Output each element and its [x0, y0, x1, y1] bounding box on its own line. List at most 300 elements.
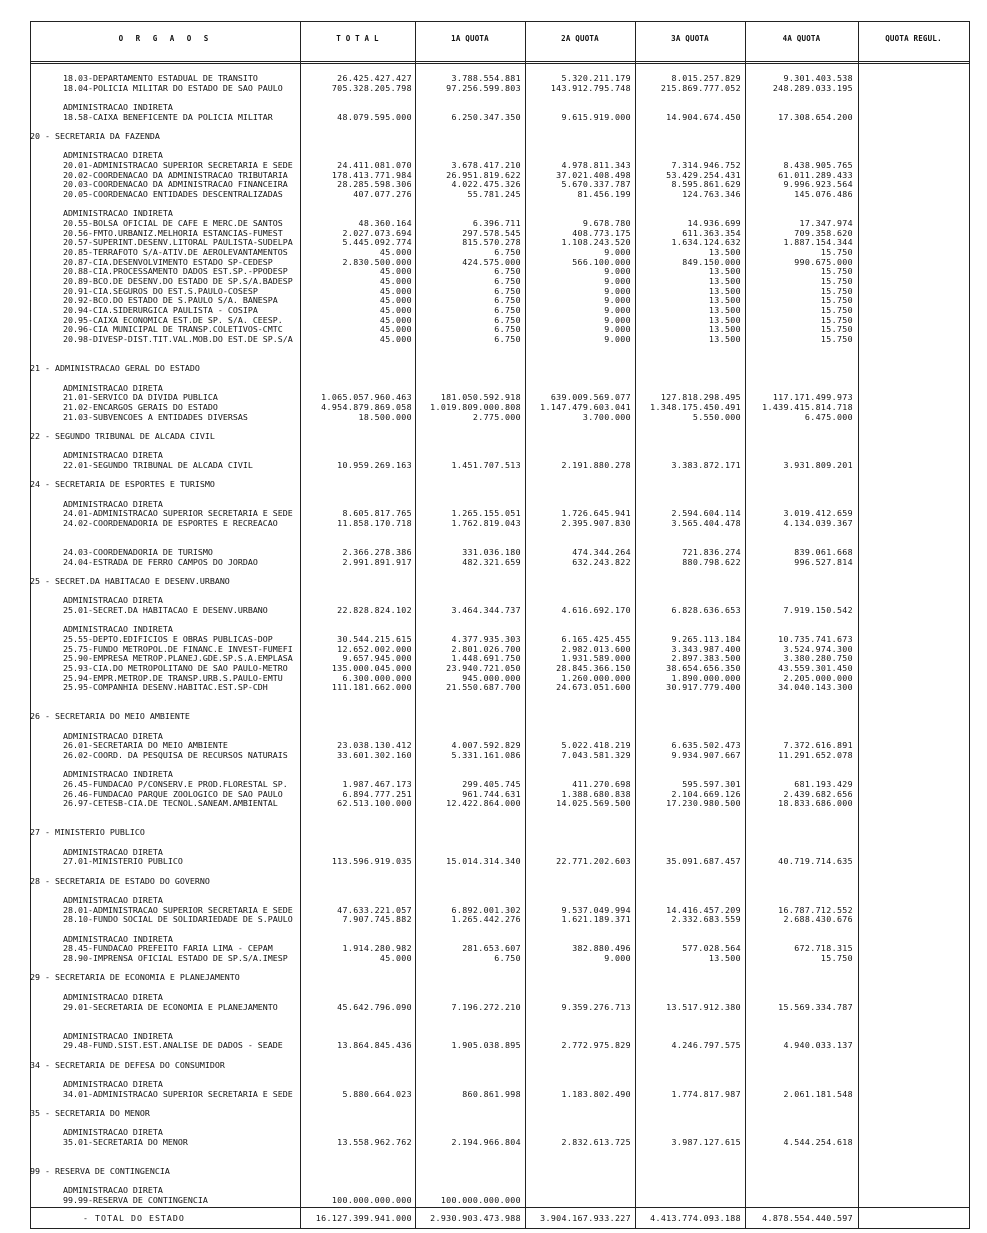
quota-4-value: 7.919.150.542 [783, 604, 853, 615]
quota-3-value: 4.246.797.575 [671, 1040, 741, 1051]
total-value: 113.596.919.035 [331, 856, 412, 867]
quota-4-value: 4.134.039.367 [783, 517, 853, 528]
quota-2-value: 1.621.189.371 [561, 914, 631, 925]
table-row [31, 558, 969, 568]
total-value: 2.991.891.917 [342, 556, 412, 567]
quota-1-value: 21.550.687.700 [446, 682, 521, 693]
blank-row [31, 345, 969, 355]
row-label: 25.75-FUNDO METROPOL.DE FINANC.E INVEST-FUMEFI [63, 643, 293, 654]
table-row [31, 1196, 969, 1206]
total-value: 4.954.879.869.058 [321, 401, 412, 412]
quota-2-value: 9.537.049.994 [561, 904, 631, 915]
quota-4-value: 145.076.486 [794, 189, 853, 200]
quota-2-value: 3.700.000 [582, 411, 631, 422]
quota-3-value: 880.798.622 [682, 556, 741, 567]
quota-1-value: 6.750 [494, 314, 521, 325]
quota-3-value: 1.348.175.450.491 [650, 401, 741, 412]
row-label: ADMINISTRACAO DIRETA [63, 150, 163, 161]
quota-1-value: 97.256.599.803 [446, 82, 521, 93]
section-heading [31, 364, 969, 374]
table-row [31, 1003, 969, 1013]
quota-1-value: 6.750 [494, 285, 521, 296]
row-label: 20.55-BOLSA OFICIAL DE CAFE E MERC.DE SANTOS [63, 218, 283, 229]
row-label: 27.01-MINISTERIO PUBLICO [63, 856, 183, 867]
row-label: ADMINISTRACAO INDIRETA [63, 624, 173, 635]
header-orgaos: O R G A O S [118, 34, 213, 43]
row-label: ADMINISTRACAO INDIRETA [63, 1030, 173, 1041]
section-heading [31, 877, 969, 887]
quota-3-value: 8.595.861.629 [671, 179, 741, 190]
quota-2-value: 2.191.880.278 [561, 459, 631, 470]
row-label: 20.96-CIA MUNICIPAL DE TRANSP.COLETIVOS-CMTC [63, 324, 283, 335]
quota-3-value: 38.654.656.350 [666, 662, 741, 673]
blank-row [31, 1012, 969, 1022]
blank-row [31, 442, 969, 452]
table-row [31, 857, 969, 867]
quota-2-value: 9.000 [604, 247, 631, 258]
row-label: 20.87-CIA.DESENVOLVIMENTO ESTADO SP-CEDESP [63, 256, 273, 267]
row-label: 28.10-FUNDO SOCIAL DE SOLIDARIEDADE DE S.PAULO [63, 914, 293, 925]
row-label: ADMINISTRACAO DIRETA [63, 450, 163, 461]
quota-1-value: 2.801.026.700 [451, 643, 521, 654]
row-label: 20.01-ADMINISTRACAO SUPERIOR SECRETARIA E SEDE [63, 160, 293, 171]
total-value: 12.652.002.000 [337, 643, 412, 654]
blank-row [31, 1157, 969, 1167]
row-label: ADMINISTRACAO DIRETA [63, 382, 163, 393]
row-label: ADMINISTRACAO INDIRETA [63, 208, 173, 219]
row-label: 29 - SECRETARIA DE ECONOMIA E PLANEJAMENTO [30, 972, 240, 983]
row-label: 20.91-CIA.SEGUROS DO EST.S.PAULO-COSESP [63, 285, 258, 296]
grand-total-quota-1: 2.930.903.473.988 [430, 1213, 521, 1223]
row-label: 25.93-CIA.DO METROPOLITANO DE SAO PAULO-METRO [63, 662, 288, 673]
row-label: 28.45-FUNDACAO PREFEITO FARIA LIMA - CEPAM [63, 943, 273, 954]
quota-4-value: 16.787.712.552 [778, 904, 853, 915]
row-label: 24.01-ADMINISTRACAO SUPERIOR SECRETARIA E SEDE [63, 508, 293, 519]
quota-1-value: 7.196.272.210 [451, 1001, 521, 1012]
quota-2-value: 9.000 [604, 305, 631, 316]
quota-2-value: 639.009.569.077 [550, 392, 631, 403]
quota-1-value: 1.762.819.043 [451, 517, 521, 528]
row-label: 18.04-POLICIA MILITAR DO ESTADO DE SAO PAULO [63, 82, 283, 93]
total-value: 30.544.215.615 [337, 633, 412, 644]
row-label: ADMINISTRACAO DIRETA [63, 498, 163, 509]
row-label: 20.05-COORDENACAO ENTIDADES DESCENTRALIZADAS [63, 189, 283, 200]
quota-1-value: 331.036.180 [462, 546, 521, 557]
row-label: 21.02-ENCARGOS GERAIS DO ESTADO [63, 401, 218, 412]
quota-2-value: 9.000 [604, 334, 631, 345]
quota-1-value: 23.940.721.050 [446, 662, 521, 673]
quota-3-value: 13.500 [708, 324, 741, 335]
quota-2-value: 5.022.418.219 [561, 740, 631, 751]
quota-2-value: 37.021.408.498 [556, 169, 631, 180]
grand-total-quota-2: 3.904.167.933.227 [540, 1213, 631, 1223]
total-value: 6.300.000.000 [342, 672, 412, 683]
quota-4-value: 15.750 [820, 305, 853, 316]
quota-2-value: 1.147.479.603.041 [540, 401, 631, 412]
row-label: 20.89-BCO.DE DESENV.DO ESTADO DE SP.S/A.BADESP [63, 276, 293, 287]
quota-1-value: 3.788.554.881 [451, 73, 521, 83]
quota-3-value: 13.500 [708, 314, 741, 325]
quota-1-value: 15.014.314.340 [446, 856, 521, 867]
header-total: T O T A L [336, 34, 379, 43]
quota-3-value: 30.917.779.400 [666, 682, 741, 693]
quota-1-value: 6.250.347.350 [451, 111, 521, 122]
quota-4-value: 15.750 [820, 953, 853, 964]
total-value: 111.181.662.000 [331, 682, 412, 693]
blank-row [31, 983, 969, 993]
quota-4-value: 15.569.334.787 [778, 1001, 853, 1012]
total-value: 45.000 [379, 285, 412, 296]
row-label: ADMINISTRACAO DIRETA [63, 1127, 163, 1138]
quota-4-value: 681.193.429 [794, 779, 853, 790]
row-label: 21.01-SERVICO DA DIVIDA PUBLICA [63, 392, 218, 403]
total-value: 13.558.962.762 [337, 1136, 412, 1147]
total-row [31, 1207, 969, 1228]
quota-2-value: 2.832.613.725 [561, 1136, 631, 1147]
quota-1-value: 6.750 [494, 305, 521, 316]
quota-4-value: 3.019.412.659 [783, 508, 853, 519]
total-value: 45.000 [379, 276, 412, 287]
quota-4-value: 9.301.403.538 [783, 73, 853, 83]
row-label: 29.01-SECRETARIA DE ECONOMIA E PLANEJAMENTO [63, 1001, 278, 1012]
quota-3-value: 13.517.912.380 [666, 1001, 741, 1012]
quota-1-value: 945.000.000 [462, 672, 521, 683]
quota-2-value: 9.000 [604, 953, 631, 964]
quota-1-value: 3.464.344.737 [451, 604, 521, 615]
quota-3-value: 849.150.000 [682, 256, 741, 267]
total-value: 45.000 [379, 324, 412, 335]
table-row [31, 84, 969, 94]
quota-3-value: 13.500 [708, 305, 741, 316]
table-row [31, 751, 969, 761]
total-value: 2.027.073.694 [342, 227, 412, 238]
quota-3-value: 13.500 [708, 276, 741, 287]
total-value: 1.065.057.960.463 [321, 392, 412, 403]
total-value: 23.038.130.412 [337, 740, 412, 751]
budget-table [30, 21, 970, 1229]
quota-4-value: 2.688.430.676 [783, 914, 853, 925]
row-label: 26.45-FUNDACAO P/CONSERV.E PROD.FLORESTAL SP. [63, 779, 288, 790]
quota-3-value: 2.104.669.126 [671, 788, 741, 799]
blank-row [31, 1148, 969, 1158]
quota-2-value: 5.670.337.787 [561, 179, 631, 190]
table-row [31, 683, 969, 693]
quota-2-value: 24.673.051.600 [556, 682, 631, 693]
quota-3-value: 9.265.113.184 [671, 633, 741, 644]
section-heading [31, 132, 969, 142]
total-value: 45.000 [379, 334, 412, 345]
quota-1-value: 1.019.809.000.808 [430, 401, 521, 412]
blank-row [31, 838, 969, 848]
quota-4-value: 248.289.033.195 [772, 82, 853, 93]
row-label: 29.48-FUND.SIST.EST.ANALISE DE DADOS - SEADE [63, 1040, 283, 1051]
section-heading [31, 432, 969, 442]
quota-4-value: 10.735.741.673 [778, 633, 853, 644]
quota-2-value: 632.243.822 [572, 556, 631, 567]
quota-3-value: 13.500 [708, 285, 741, 296]
blank-row [31, 1119, 969, 1129]
row-label: 21.03-SUBVENCOES A ENTIDADES DIVERSAS [63, 411, 248, 422]
blank-row [31, 1177, 969, 1187]
total-value: 13.864.845.436 [337, 1040, 412, 1051]
quota-3-value: 2.897.383.500 [671, 653, 741, 664]
quota-3-value: 14.904.674.450 [666, 111, 741, 122]
quota-2-value: 2.772.975.829 [561, 1040, 631, 1051]
quota-4-value: 11.291.652.078 [778, 750, 853, 761]
row-label: ADMINISTRACAO DIRETA [63, 895, 163, 906]
quota-3-value: 9.934.907.667 [671, 750, 741, 761]
quota-4-value: 4.940.033.137 [783, 1040, 853, 1051]
row-label: ADMINISTRACAO DIRETA [63, 595, 163, 606]
quota-3-value: 2.332.683.559 [671, 914, 741, 925]
total-value: 45.000 [379, 953, 412, 964]
row-label: 20.94-CIA.SIDERURGICA PAULISTA - COSIPA [63, 305, 258, 316]
row-label: 27 - MINISTERIO PUBLICO [30, 827, 145, 838]
quota-3-value: 3.343.987.400 [671, 643, 741, 654]
row-label: ADMINISTRACAO DIRETA [63, 730, 163, 741]
total-value: 24.411.081.070 [337, 160, 412, 171]
row-label: 18.03-DEPARTAMENTO ESTADUAL DE TRANSITO [63, 73, 258, 83]
quota-4-value: 17.347.974 [799, 218, 853, 229]
blank-row [31, 809, 969, 819]
quota-1-value: 482.321.659 [462, 556, 521, 567]
row-label: 21 - ADMINISTRACAO GERAL DO ESTADO [30, 363, 200, 374]
quota-3-value: 35.091.687.457 [666, 856, 741, 867]
quota-2-value: 14.025.569.500 [556, 798, 631, 809]
quota-4-value: 4.544.254.618 [783, 1136, 853, 1147]
row-label: 20.98-DIVESP-DIST.TIT.VAL.MOB.DO EST.DE SP.S/A [63, 334, 293, 345]
quota-1-value: 4.007.592.829 [451, 740, 521, 751]
quota-3-value: 17.230.980.500 [666, 798, 741, 809]
header-quota-3: 3A QUOTA [671, 34, 709, 43]
quota-1-value: 6.750 [494, 334, 521, 345]
total-value: 5.445.092.774 [342, 237, 412, 248]
quota-2-value: 6.165.425.455 [561, 633, 631, 644]
total-value: 705.328.205.798 [331, 82, 412, 93]
quota-2-value: 81.456.199 [577, 189, 631, 200]
row-label: 20.92-BCO.DO ESTADO DE S.PAULO S/A. BANESPA [63, 295, 278, 306]
total-value: 1.914.280.982 [342, 943, 412, 954]
quota-1-value: 2.194.966.804 [451, 1136, 521, 1147]
row-label: 22 - SEGUNDO TRIBUNAL DE ALCADA CIVIL [30, 430, 215, 441]
row-label: ADMINISTRACAO DIRETA [63, 1078, 163, 1089]
blank-row [31, 374, 969, 384]
blank-row [31, 693, 969, 703]
quota-1-value: 1.448.691.750 [451, 653, 521, 664]
total-value: 9.657.945.000 [342, 653, 412, 664]
row-label: 28.01-ADMINISTRACAO SUPERIOR SECRETARIA E SEDE [63, 904, 293, 915]
blank-row [31, 529, 969, 539]
quota-4-value: 8.438.905.765 [783, 160, 853, 171]
quota-2-value: 408.773.175 [572, 227, 631, 238]
quota-1-value: 100.000.000.000 [440, 1194, 521, 1205]
section-heading [31, 1167, 969, 1177]
quota-2-value: 566.100.000 [572, 256, 631, 267]
row-label: 24.02-COORDENADORIA DE ESPORTES E RECREACAO [63, 517, 278, 528]
table-row [31, 1138, 969, 1148]
quota-2-value: 9.000 [604, 324, 631, 335]
quota-1-value: 2.775.000 [472, 411, 521, 422]
row-label: 25.90-EMPRESA METROP.PLANEJ.GDE.SP.S.A.EMPLASA [63, 653, 293, 664]
row-label: 20.03-COORDENACAO DA ADMINISTRACAO FINANCEIRA [63, 179, 288, 190]
row-label: 25.94-EMPR.METROP.DE TRANSP.URB.S.PAULO-EMTU [63, 672, 283, 683]
blank-row [31, 819, 969, 829]
quota-3-value: 721.836.274 [682, 546, 741, 557]
quota-2-value: 22.771.202.603 [556, 856, 631, 867]
quota-3-value: 7.314.946.752 [671, 160, 741, 171]
header-quota-2: 2A QUOTA [561, 34, 599, 43]
quota-2-value: 382.880.496 [572, 943, 631, 954]
quota-1-value: 1.265.155.051 [451, 508, 521, 519]
total-value: 1.987.467.173 [342, 779, 412, 790]
quota-2-value: 5.320.211.179 [561, 73, 631, 83]
total-value: 48.079.595.000 [337, 111, 412, 122]
row-label: 25 - SECRET.DA HABITACAO E DESENV.URBANO [30, 575, 230, 586]
row-label: 26.46-FUNDACAO PARQUE ZOOLOGICO DE SAO PAULO [63, 788, 283, 799]
quota-1-value: 1.451.707.513 [451, 459, 521, 470]
quota-4-value: 839.061.668 [794, 546, 853, 557]
quota-2-value: 143.912.795.748 [550, 82, 631, 93]
total-value: 47.633.221.057 [337, 904, 412, 915]
total-value: 2.366.278.386 [342, 546, 412, 557]
total-value: 11.858.170.718 [337, 517, 412, 528]
header-quota-4: 4A QUOTA [782, 34, 821, 43]
quota-4-value: 15.750 [820, 285, 853, 296]
quota-3-value: 3.987.127.615 [671, 1136, 741, 1147]
total-value: 8.605.817.765 [342, 508, 412, 519]
quota-4-value: 7.372.616.891 [783, 740, 853, 751]
table-row [31, 1090, 969, 1100]
table-row [31, 461, 969, 471]
quota-4-value: 15.750 [820, 247, 853, 258]
total-value: 135.000.045.000 [331, 662, 412, 673]
quota-3-value: 215.869.777.052 [660, 82, 741, 93]
quota-4-value: 9.996.923.564 [783, 179, 853, 190]
total-value: 6.894.777.251 [342, 788, 412, 799]
quota-4-value: 117.171.499.973 [772, 392, 853, 403]
row-label: 26.97-CETESB-CIA.DE TECNOL.SANEAM.AMBIENTAL [63, 798, 278, 809]
quota-2-value: 2.395.907.830 [561, 517, 631, 528]
quota-3-value: 14.416.457.209 [666, 904, 741, 915]
row-label: 24.04-ESTRADA DE FERRO CAMPOS DO JORDAO [63, 556, 258, 567]
table-row [31, 915, 969, 925]
quota-2-value: 9.359.276.713 [561, 1001, 631, 1012]
quota-3-value: 13.500 [708, 247, 741, 258]
quota-2-value: 4.978.811.343 [561, 160, 631, 171]
quota-4-value: 6.475.000 [804, 411, 853, 422]
quota-4-value: 2.205.000.000 [783, 672, 853, 683]
quota-2-value: 9.000 [604, 295, 631, 306]
quota-2-value: 1.931.589.000 [561, 653, 631, 664]
quota-1-value: 6.750 [494, 266, 521, 277]
blank-row [31, 142, 969, 152]
row-label: 24 - SECRETARIA DE ESPORTES E TURISMO [30, 479, 215, 490]
total-value: 45.000 [379, 295, 412, 306]
row-label: ADMINISTRACAO INDIRETA [63, 102, 173, 113]
quota-2-value: 28.845.366.150 [556, 662, 631, 673]
quota-1-value: 961.744.631 [462, 788, 521, 799]
total-label: - TOTAL DO ESTADO [83, 1213, 185, 1223]
row-label: 24.03-COORDENADORIA DE TURISMO [63, 546, 213, 557]
quota-4-value: 15.750 [820, 334, 853, 345]
blank-row [31, 1070, 969, 1080]
total-value: 7.907.745.882 [342, 914, 412, 925]
quota-1-value: 297.578.545 [462, 227, 521, 238]
row-label: 28 - SECRETARIA DE ESTADO DO GOVERNO [30, 875, 210, 886]
row-label: 34.01-ADMINISTRACAO SUPERIOR SECRETARIA E SEDE [63, 1088, 293, 1099]
total-value: 45.000 [379, 314, 412, 325]
quota-2-value: 1.108.243.520 [561, 237, 631, 248]
quota-1-value: 6.750 [494, 276, 521, 287]
row-label: ADMINISTRACAO INDIRETA [63, 769, 173, 780]
quota-3-value: 124.763.346 [682, 189, 741, 200]
quota-4-value: 3.931.809.201 [783, 459, 853, 470]
quota-3-value: 5.550.000 [692, 411, 741, 422]
quota-2-value: 9.678.780 [582, 218, 631, 229]
quota-4-value: 18.833.686.000 [778, 798, 853, 809]
row-label: 20.85-TERRAFOTO S/A-ATIV.DE AEROLEVANTAMENTOS [63, 247, 288, 258]
total-value: 28.285.598.306 [337, 179, 412, 190]
total-value: 407.077.276 [353, 189, 412, 200]
quota-3-value: 13.500 [708, 953, 741, 964]
table-row [31, 519, 969, 529]
quota-4-value: 43.559.301.450 [778, 662, 853, 673]
quota-3-value: 14.936.699 [687, 218, 741, 229]
blank-row [31, 1099, 969, 1109]
total-value: 45.000 [379, 247, 412, 258]
header-quota-regul: QUOTA REGUL. [885, 34, 942, 43]
quota-3-value: 1.890.000.000 [671, 672, 741, 683]
quota-4-value: 34.040.143.300 [778, 682, 853, 693]
table-row [31, 190, 969, 200]
row-label: 26 - SECRETARIA DO MEIO AMBIENTE [30, 711, 190, 722]
quota-1-value: 6.750 [494, 295, 521, 306]
quota-1-value: 4.022.475.326 [451, 179, 521, 190]
quota-1-value: 860.861.998 [462, 1088, 521, 1099]
quota-4-value: 40.719.714.635 [778, 856, 853, 867]
total-value: 62.513.100.000 [337, 798, 412, 809]
quota-4-value: 15.750 [820, 324, 853, 335]
total-value: 33.601.302.160 [337, 750, 412, 761]
section-heading [31, 712, 969, 722]
quota-3-value: 13.500 [708, 334, 741, 345]
quota-4-value: 990.675.000 [794, 256, 853, 267]
quota-4-value: 15.750 [820, 276, 853, 287]
section-heading [31, 1061, 969, 1071]
blank-row [31, 490, 969, 500]
row-label: 99.99-RESERVA DE CONTINGENCIA [63, 1194, 208, 1205]
quota-3-value: 6.635.502.473 [671, 740, 741, 751]
row-label: 25.01-SECRET.DA HABITACAO E DESENV.URBANO [63, 604, 268, 615]
blank-row [31, 587, 969, 597]
quota-4-value: 709.358.620 [794, 227, 853, 238]
quota-1-value: 5.331.161.086 [451, 750, 521, 761]
quota-4-value: 17.308.654.200 [778, 111, 853, 122]
row-label: 20.88-CIA.PROCESSAMENTO DADOS EST.SP.-PPODESP [63, 266, 288, 277]
row-label: 26.02-COORD. DA PESQUISA DE RECURSOS NATURAIS [63, 750, 288, 761]
row-label: 26.01-SECRETARIA DO MEIO AMBIENTE [63, 740, 228, 751]
quota-4-value: 996.527.814 [794, 556, 853, 567]
blank-row [31, 122, 969, 132]
quota-2-value: 9.000 [604, 314, 631, 325]
quota-3-value: 611.363.354 [682, 227, 741, 238]
total-value: 178.413.771.984 [331, 169, 412, 180]
quota-1-value: 55.781.245 [467, 189, 521, 200]
quota-2-value: 474.344.264 [572, 546, 631, 557]
quota-1-value: 6.892.001.302 [451, 904, 521, 915]
quota-2-value: 411.270.698 [572, 779, 631, 790]
quota-2-value: 9.000 [604, 266, 631, 277]
